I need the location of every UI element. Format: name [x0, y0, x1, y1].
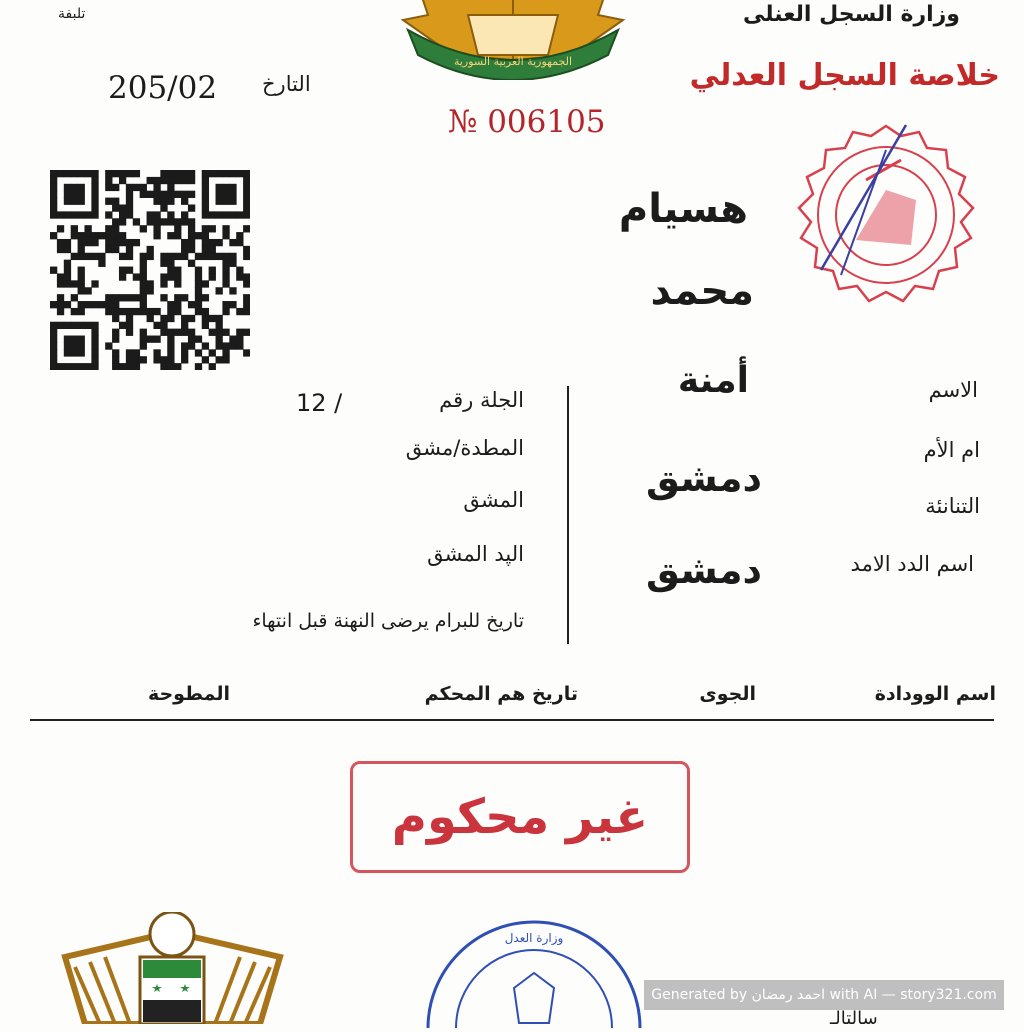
- table-header-rule: [30, 719, 994, 721]
- registry-number-label: الجلة رقم: [439, 388, 524, 412]
- date-value: 205/02: [108, 70, 218, 106]
- nationality-label: التنانئة: [925, 494, 980, 518]
- svg-text:وزارة العدل: وزارة العدل: [504, 931, 564, 945]
- birthplace-value: دمشق: [646, 548, 762, 592]
- eagle-emblem-icon: [383, 0, 643, 84]
- syrian-eagle-emblem-icon: [55, 912, 290, 1028]
- court-field: المشق: [463, 488, 524, 512]
- serial-number: № 006105: [448, 104, 606, 140]
- date-label: التارخ: [262, 72, 311, 96]
- father-name: محمد: [650, 268, 754, 314]
- table-header-cell: المطوحة: [147, 683, 230, 705]
- registry-note: تاريخ للبرام يرضى النهنة قبل انتهاء: [252, 610, 524, 632]
- header-small-label: تلبفة: [58, 6, 86, 22]
- document-title: خلاصة السجل العدلي: [689, 58, 1000, 93]
- blue-official-seal-icon: [424, 918, 644, 1032]
- table-header-cell: الجوى: [699, 683, 756, 705]
- mother-name-value: أمنة: [677, 360, 749, 401]
- footer-fragment: سالتالـ: [830, 1008, 878, 1029]
- registry-number-value: / 12: [296, 389, 343, 417]
- ministry-name: وزارة السجل العنلى: [743, 2, 960, 27]
- birthplace-label: اسم الدد الامد: [850, 552, 974, 576]
- verdict-stamp: [350, 761, 690, 873]
- nationality-value: دمشق: [646, 456, 762, 500]
- first-name: هسيام: [618, 186, 748, 232]
- region-field: المطدة/مشق: [405, 436, 524, 460]
- mother-label: ام الأم: [923, 438, 980, 462]
- office-field: الپد المشق: [427, 542, 524, 566]
- name-label: الاسم: [928, 378, 978, 402]
- generated-by-watermark: Generated by احمد رمضان with AI — story321.com: [644, 980, 1004, 1010]
- table-header-cell: تاريخ هم المحكم: [424, 683, 578, 705]
- qr-code-icon: [50, 170, 250, 374]
- column-divider: [567, 386, 569, 644]
- red-official-seal-icon: [781, 120, 991, 329]
- verdict-text: غير محكوم: [391, 789, 649, 845]
- table-header-cell: اسم الوودادة: [874, 683, 996, 705]
- svg-text:الجمهورية العربية السورية: الجمهورية العربية السورية: [453, 55, 573, 68]
